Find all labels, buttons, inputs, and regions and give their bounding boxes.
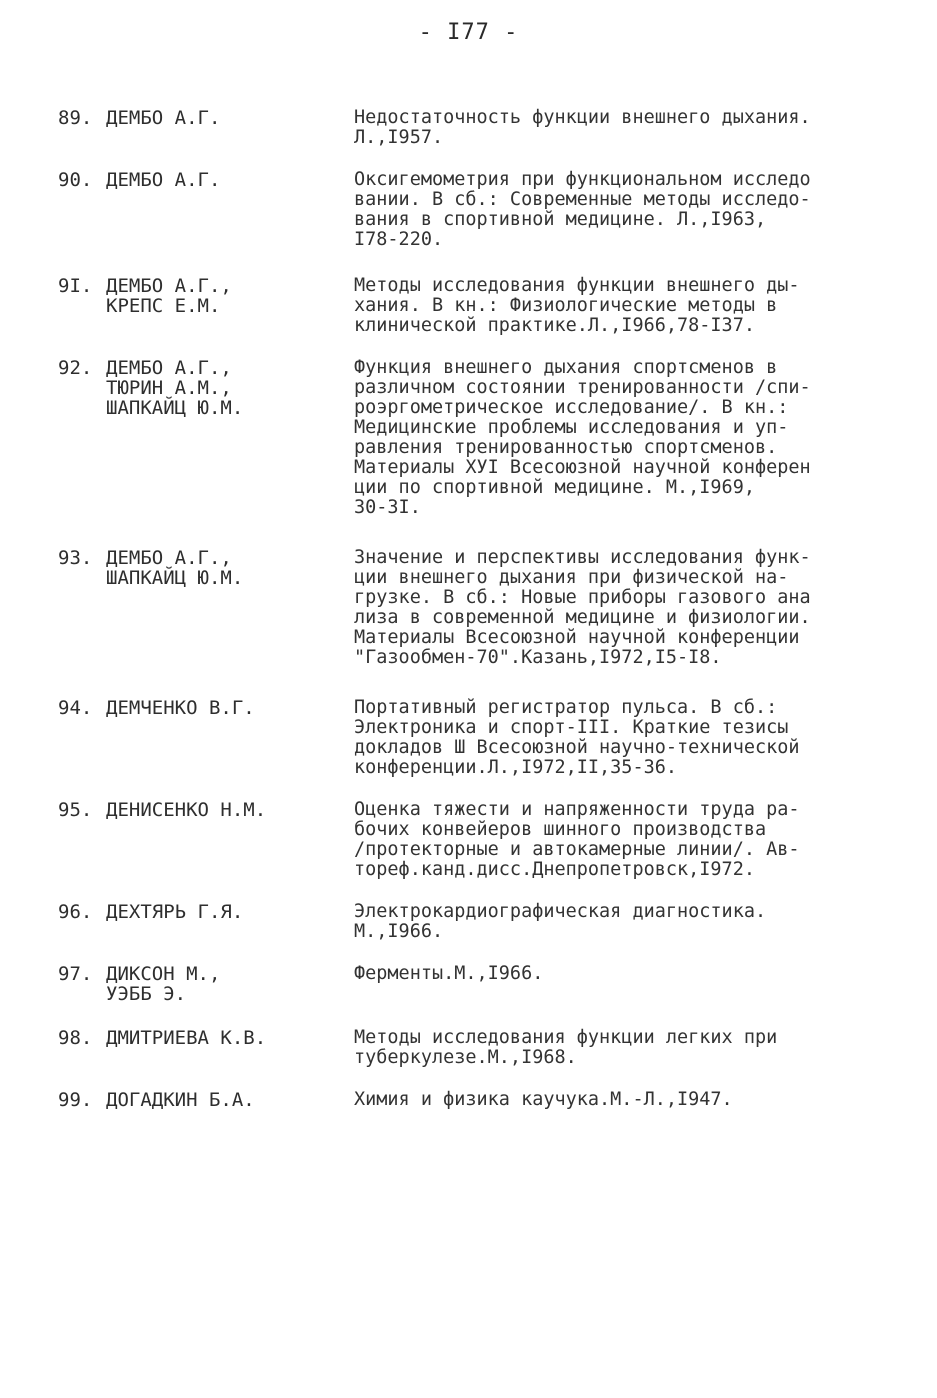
entry-authors xyxy=(106,902,354,922)
entry-number: 96. xyxy=(58,901,93,923)
reference-line: Ферменты.М.,I966. xyxy=(354,963,544,984)
author-name: УЭББ Э. xyxy=(106,983,187,1005)
reference-line: /протекторные и автокамерные линии/. Ав- xyxy=(354,839,800,860)
reference-line: Материалы ХУI Всесоюзной научной конферен xyxy=(354,457,811,478)
reference-line: Недостаточность функции внешнего дыхания. xyxy=(354,107,811,128)
reference-line: бочих конвейеров шинного производства xyxy=(354,819,767,840)
reference-line: Л.,I957. xyxy=(354,127,444,148)
reference-line: лиза в современной медицине и физиологии. xyxy=(354,607,811,628)
reference-line: Методы исследования функции легких при xyxy=(354,1027,778,1048)
reference-line: вания в спортивной медицине. Л.,I963, xyxy=(354,209,767,230)
reference-line: Оксигемометрия при функциональном исследо xyxy=(354,169,811,190)
reference-line: 30-3I. xyxy=(354,497,421,518)
entry-number: 97. xyxy=(58,963,93,985)
bibliography-entry xyxy=(58,902,888,942)
reference-line: Методы исследования функции внешнего ды- xyxy=(354,275,800,296)
entry-number: 94. xyxy=(58,697,93,719)
entry-authors xyxy=(106,964,354,1004)
entry-authors xyxy=(106,1028,354,1048)
reference-line: Портативный регистратор пульса. В сб.: xyxy=(354,697,778,718)
author-name: ДЕНИСЕНКО Н.М. xyxy=(106,799,267,821)
bibliography-entry xyxy=(58,964,888,1004)
author-name: ДЕХТЯРЬ Г.Я. xyxy=(106,901,244,923)
reference-line: конференции.Л.,I972,II,35-36. xyxy=(354,757,678,778)
entry-reference xyxy=(354,170,888,250)
author-name: ШАПКАЙЦ Ю.М. xyxy=(106,567,244,589)
reference-line: Функция внешнего дыхания спортсменов в xyxy=(354,357,778,378)
reference-line: М.,I966. xyxy=(354,921,444,942)
reference-line: I78-220. xyxy=(354,229,444,250)
entry-authors xyxy=(106,170,354,190)
entry-reference xyxy=(354,800,888,880)
reference-line: различном состоянии тренированности /спи- xyxy=(354,377,811,398)
entry-reference xyxy=(354,1090,888,1110)
entry-reference xyxy=(354,548,888,668)
entry-number: 95. xyxy=(58,799,93,821)
reference-line: ции по спортивной медицине. М.,I969, xyxy=(354,477,755,498)
reference-line: Химия и физика каучука.М.-Л.,I947. xyxy=(354,1089,733,1110)
entry-authors xyxy=(106,698,354,718)
entry-reference xyxy=(354,358,888,518)
reference-line: Оценка тяжести и напряженности труда ра- xyxy=(354,799,800,820)
author-name: ТЮРИН А.М., xyxy=(106,377,232,399)
bibliography-entry xyxy=(58,276,888,336)
entry-reference xyxy=(354,964,888,984)
page-number: - I77 - xyxy=(418,20,519,45)
reference-line: докладов Ш Всесоюзной научно-технической xyxy=(354,737,800,758)
author-name: ДЕМБО А.Г., xyxy=(106,275,232,297)
entry-number: 90. xyxy=(58,169,93,191)
reference-line: "Газообмен-70".Казань,I972,I5-I8. xyxy=(354,647,722,668)
entry-authors xyxy=(106,108,354,128)
reference-line: туберкулезе.М.,I968. xyxy=(354,1047,577,1068)
entry-number: 92. xyxy=(58,357,93,379)
author-name: ДИКСОН М., xyxy=(106,963,221,985)
author-name: ДЕМЧЕНКО В.Г. xyxy=(106,697,255,719)
entry-authors xyxy=(106,276,354,316)
entry-reference xyxy=(354,698,888,778)
bibliography-entry xyxy=(58,170,888,250)
reference-line: Материалы Всесоюзной научной конференции xyxy=(354,627,800,648)
reference-line: Медицинские проблемы исследования и уп- xyxy=(354,417,789,438)
bibliography-entry xyxy=(58,1028,888,1068)
entry-authors xyxy=(106,800,354,820)
reference-line: Электроника и спорт-III. Краткие тезисы xyxy=(354,717,789,738)
entry-number: 99. xyxy=(58,1089,93,1111)
author-name: ДЕМБО А.Г. xyxy=(106,107,221,129)
author-name: ДОГАДКИН Б.А. xyxy=(106,1089,255,1111)
bibliography-entry xyxy=(58,548,888,668)
author-name: ШАПКАЙЦ Ю.М. xyxy=(106,397,244,419)
reference-line: равления тренированностью спортсменов. xyxy=(354,437,778,458)
bibliography-entry xyxy=(58,108,888,148)
reference-line: ции внешнего дыхания при физической на- xyxy=(354,567,789,588)
reference-line: роэргометрическое исследование/. В кн.: xyxy=(354,397,789,418)
entry-authors xyxy=(106,548,354,588)
author-name: ДЕМБО А.Г., xyxy=(106,547,232,569)
entry-reference xyxy=(354,902,888,942)
bibliography-entry xyxy=(58,698,888,778)
author-name: ДМИТРИЕВА К.В. xyxy=(106,1027,267,1049)
entry-number: 98. xyxy=(58,1027,93,1049)
entry-authors xyxy=(106,358,354,418)
entry-number: 93. xyxy=(58,547,93,569)
reference-line: Значение и перспективы исследования функ- xyxy=(354,547,811,568)
entry-reference xyxy=(354,276,888,336)
author-name: КРЕПС Е.М. xyxy=(106,295,221,317)
reference-line: Электрокардиографическая диагностика. xyxy=(354,901,767,922)
bibliography-entry xyxy=(58,800,888,880)
reference-line: грузке. В сб.: Новые приборы газового ана xyxy=(354,587,811,608)
reference-line: хания. В кн.: Физиологические методы в xyxy=(354,295,778,316)
reference-line: клинической практике.Л.,I966,78-I37. xyxy=(354,315,755,336)
entry-authors xyxy=(106,1090,354,1110)
reference-line: тореф.канд.дисс.Днепропетровск,I972. xyxy=(354,859,755,880)
bibliography-entry xyxy=(58,358,888,518)
entry-reference xyxy=(354,1028,888,1068)
reference-line: вании. В сб.: Современные методы исследо- xyxy=(354,189,811,210)
author-name: ДЕМБО А.Г. xyxy=(106,169,221,191)
entry-reference xyxy=(354,108,888,148)
entry-number: 89. xyxy=(58,107,93,129)
entry-number: 9I. xyxy=(58,275,93,297)
author-name: ДЕМБО А.Г., xyxy=(106,357,232,379)
bibliography-entry xyxy=(58,1090,888,1110)
